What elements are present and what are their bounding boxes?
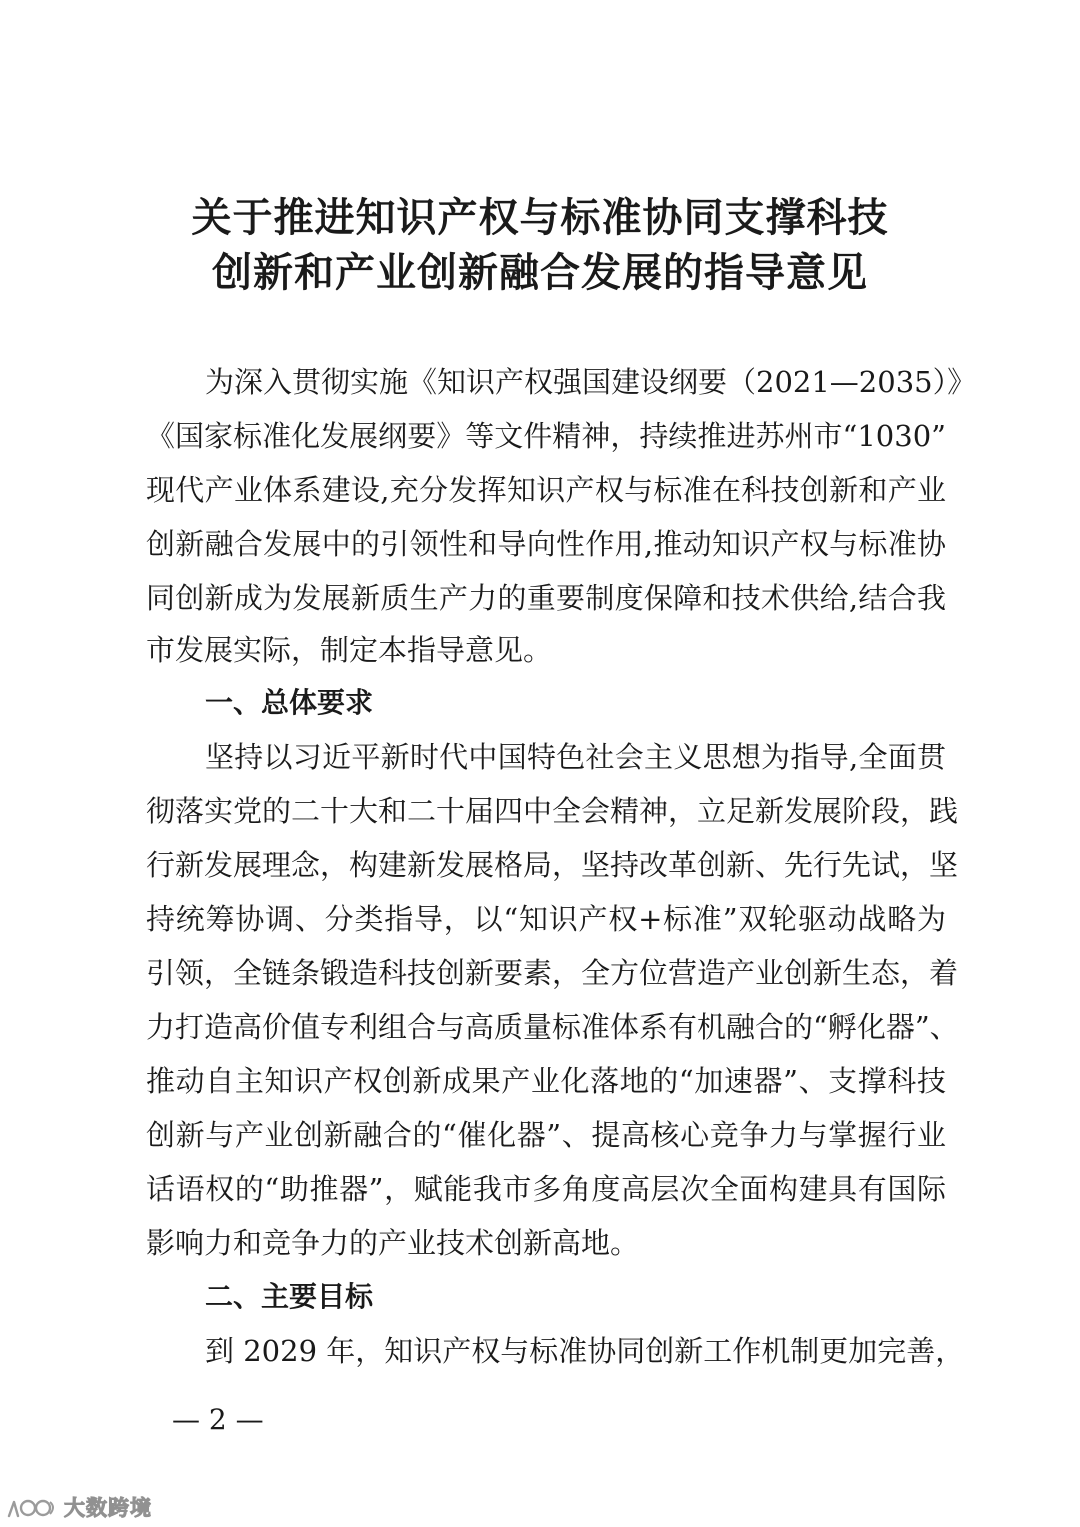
watermark-logo-icon bbox=[6, 1494, 58, 1520]
intro-line-3: 现代产业体系建设,充分发挥知识产权与标准在科技创新和产业 bbox=[146, 473, 946, 507]
intro-line-4: 创新融合发展中的引领性和导向性作用,推动知识产权与标准协 bbox=[146, 527, 946, 561]
section1-line-7: 推动自主知识产权创新成果产业化落地的“加速器”、支撑科技 bbox=[146, 1064, 946, 1098]
page-number: — 2 — bbox=[172, 1403, 264, 1436]
section1-line-2: 彻落实党的二十大和二十届四中全会精神，立足新发展阶段，践 bbox=[146, 794, 959, 828]
watermark bbox=[6, 1492, 152, 1522]
watermark-text: 大数跨境 bbox=[64, 1496, 152, 1520]
intro-line-6: 市发展实际，制定本指导意见。 bbox=[146, 633, 553, 667]
document-title-line-2: 创新和产业创新融合发展的指导意见 bbox=[212, 250, 868, 296]
section-heading-general-requirements: 一、总体要求 bbox=[205, 686, 374, 719]
section1-line-10: 影响力和竞争力的产业技术创新高地。 bbox=[146, 1226, 640, 1260]
intro-line-1: 为深入贯彻实施《知识产权强国建设纲要（2021—2035）》 bbox=[205, 365, 977, 399]
section-heading-main-goals: 二、主要目标 bbox=[205, 1280, 374, 1313]
intro-line-5: 同创新成为发展新质生产力的重要制度保障和技术供给,结合我 bbox=[146, 581, 946, 615]
section1-line-1: 坚持以习近平新时代中国特色社会主义思想为指导,全面贯 bbox=[205, 740, 946, 774]
section1-line-5: 引领，全链条锻造科技创新要素，全方位营造产业创新生态，着 bbox=[146, 956, 959, 990]
section1-line-4: 持统筹协调、分类指导，以“知识产权+标准”双轮驱动战略为 bbox=[146, 902, 946, 936]
section2-line-1: 到 2029 年，知识产权与标准协同创新工作机制更加完善， bbox=[205, 1334, 965, 1368]
document-title-line-1: 关于推进知识产权与标准协同支撑科技 bbox=[191, 195, 889, 241]
intro-line-2: 《国家标准化发展纲要》等文件精神，持续推进苏州市“1030” bbox=[146, 419, 946, 453]
section1-line-6: 力打造高价值专利组合与高质量标准体系有机融合的“孵化器”、 bbox=[146, 1010, 959, 1044]
section1-line-8: 创新与产业创新融合的“催化器”、提高核心竞争力与掌握行业 bbox=[146, 1118, 946, 1152]
section1-line-9: 话语权的“助推器”，赋能我市多角度高层次全面构建具有国际 bbox=[146, 1172, 946, 1206]
section1-line-3: 行新发展理念，构建新发展格局，坚持改革创新、先行先试，坚 bbox=[146, 848, 959, 882]
